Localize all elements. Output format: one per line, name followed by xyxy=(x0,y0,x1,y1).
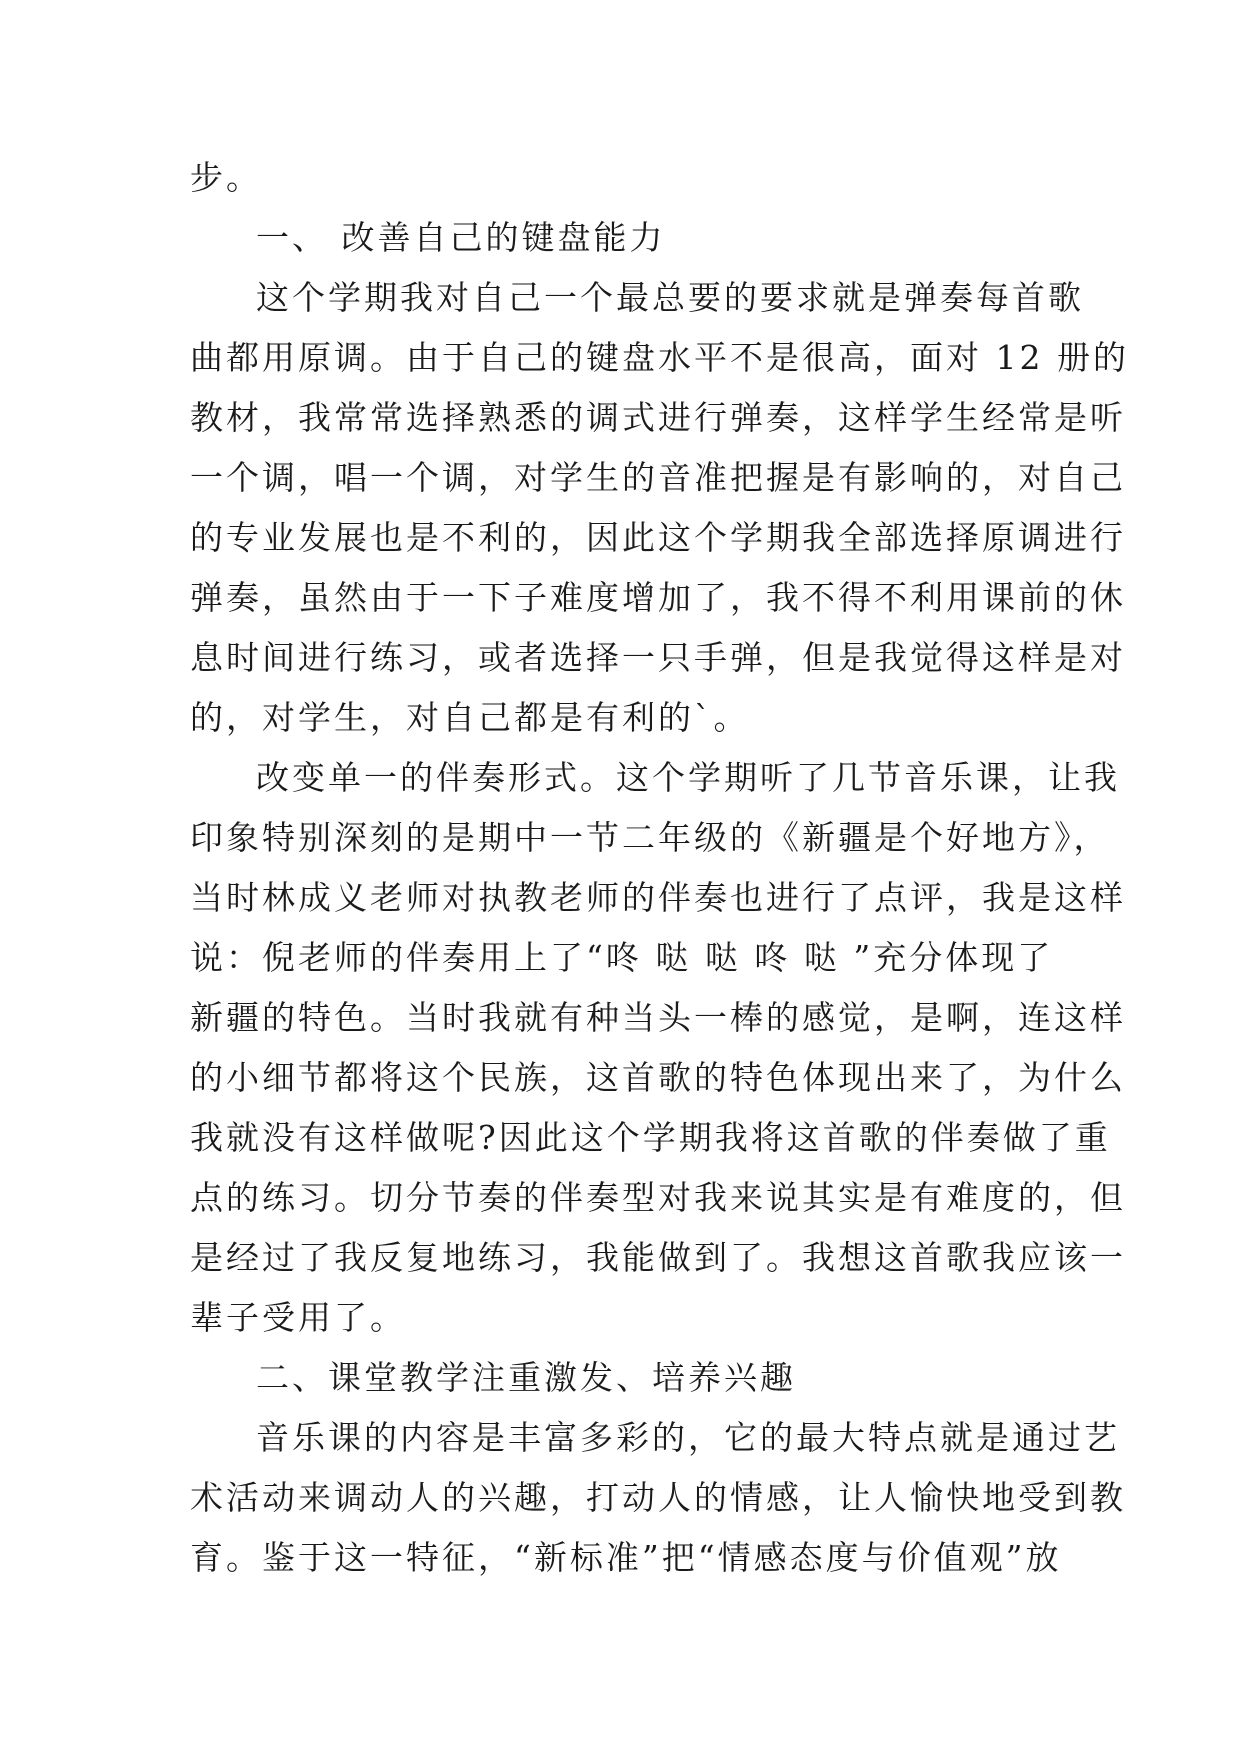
text-line-4: 曲都用原调。由于自己的键盘水平不是很高，面对 12 册的 xyxy=(190,338,1129,377)
text-line-6: 一个调，唱一个调，对学生的音准把握是有影响的，对自己 xyxy=(190,458,1126,497)
text-line-22: 音乐课的内容是丰富多彩的，它的最大特点就是通过艺 xyxy=(256,1418,1120,1457)
text-line-14: 说：倪老师的伴奏用上了“咚 哒 哒 咚 哒 ”充分体现了 xyxy=(190,938,1054,977)
text-line-15: 新疆的特色。当时我就有种当头一棒的感觉，是啊，连这样 xyxy=(190,998,1126,1037)
text-line-13: 当时林成义老师对执教老师的伴奏也进行了点评，我是这样 xyxy=(190,878,1126,917)
text-line-12: 印象特别深刻的是期中一节二年级的《新疆是个好地方》， xyxy=(190,818,1110,857)
text-line-23: 术活动来调动人的兴趣，打动人的情感，让人愉快地受到教 xyxy=(190,1478,1126,1517)
text-line-16: 的小细节都将这个民族，这首歌的特色体现出来了，为什么 xyxy=(190,1058,1126,1097)
text-line-18: 点的练习。切分节奏的伴奏型对我来说其实是有难度的，但 xyxy=(190,1178,1126,1217)
text-line-1: 步。 xyxy=(190,158,262,197)
text-line-9: 息时间进行练习，或者选择一只手弹，但是我觉得这样是对 xyxy=(190,638,1126,677)
text-line-7: 的专业发展也是不利的，因此这个学期我全部选择原调进行 xyxy=(190,518,1126,557)
text-line-17: 我就没有这样做呢?因此这个学期我将这首歌的伴奏做了重 xyxy=(190,1118,1111,1157)
section-heading-1: 一、 改善自己的键盘能力 xyxy=(256,218,666,257)
text-line-8: 弹奏，虽然由于一下子难度增加了，我不得不利用课前的休 xyxy=(190,578,1126,617)
section-heading-2: 二、课堂教学注重激发、培养兴趣 xyxy=(256,1358,796,1397)
text-line-10: 的，对学生，对自己都是有利的`。 xyxy=(190,698,750,737)
text-line-19: 是经过了我反复地练习，我能做到了。我想这首歌我应该一 xyxy=(190,1238,1126,1277)
text-line-20: 辈子受用了。 xyxy=(190,1298,406,1337)
text-line-3: 这个学期我对自己一个最总要的要求就是弹奏每首歌 xyxy=(256,278,1084,317)
text-line-5: 教材，我常常选择熟悉的调式进行弹奏，这样学生经常是听 xyxy=(190,398,1126,437)
text-line-24: 育。鉴于这一特征，“新标准”把“情感态度与价值观”放 xyxy=(190,1538,1062,1577)
text-line-11: 改变单一的伴奏形式。这个学期听了几节音乐课，让我 xyxy=(256,758,1120,797)
